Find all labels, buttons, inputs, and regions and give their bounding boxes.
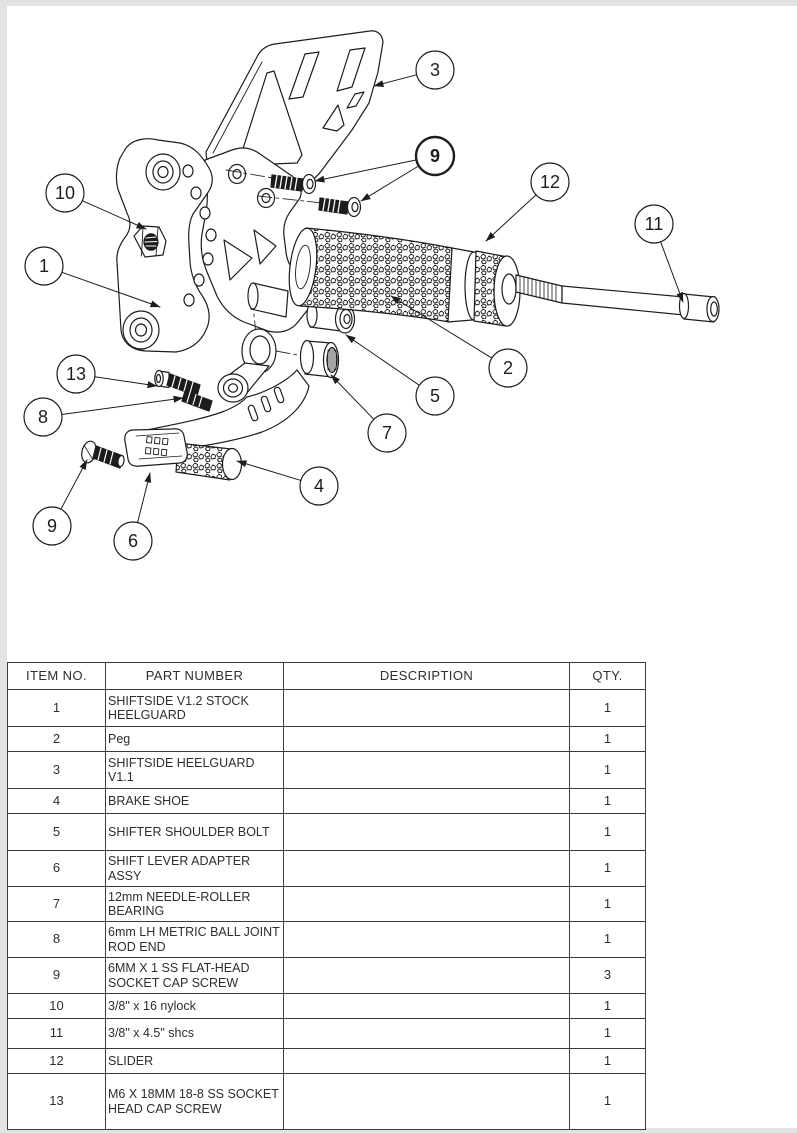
part-needle-bearing [301,341,339,378]
part-flathead-screw-bottom [80,440,125,468]
cell-part-number: 3/8" x 16 nylock [106,994,284,1019]
bom-table [7,662,646,1130]
cell-description [284,922,570,958]
cell-description [284,789,570,814]
cell-qty: 1 [570,887,646,922]
leader-line [237,461,301,480]
cell-qty: 1 [570,1049,646,1074]
leader-line [331,375,374,419]
cell-item-no: 7 [8,887,106,922]
table-row [8,752,646,789]
leader-line [62,398,183,414]
cell-qty: 1 [570,727,646,752]
cell-description [284,1074,570,1130]
cell-description [284,994,570,1019]
cell-qty: 1 [570,690,646,727]
cell-description [284,814,570,851]
bom-header-row [8,663,646,690]
col-header-qty: QTY. [570,663,646,690]
table-row [8,887,646,922]
cell-part-number: 3/8" x 4.5" shcs [106,1019,284,1049]
cell-part-number: SHIFT LEVER ADAPTER ASSY [106,851,284,887]
cell-part-number: SHIFTSIDE V1.2 STOCK HEELGUARD [106,690,284,727]
cell-item-no: 8 [8,922,106,958]
cell-description [284,851,570,887]
balloon-label-9: 9 [429,146,441,166]
cell-qty: 1 [570,752,646,789]
table-row [8,922,646,958]
leader-line [61,460,87,509]
cell-item-no: 4 [8,789,106,814]
leader-line [486,195,536,241]
leader-line [315,160,416,181]
exploded-view-diagram [7,6,797,651]
cell-description [284,887,570,922]
table-row [8,814,646,851]
table-row [8,727,646,752]
cell-qty: 1 [570,922,646,958]
cell-qty: 1 [570,814,646,851]
cell-part-number: BRAKE SHOE [106,789,284,814]
leader-line [95,377,157,386]
cell-item-no: 9 [8,958,106,994]
table-row [8,789,646,814]
balloon-label-11: 11 [644,214,664,234]
balloon-label-4: 4 [313,476,325,496]
cell-part-number: SLIDER [106,1049,284,1074]
cell-item-no: 6 [8,851,106,887]
balloon-label-6: 6 [127,531,139,551]
leader-line [361,166,419,201]
balloon-label-13: 13 [65,364,87,384]
cell-part-number: 12mm NEEDLE-ROLLER BEARING [106,887,284,922]
cell-qty: 1 [570,994,646,1019]
lever-shoe-mount [125,429,187,466]
cell-description [284,727,570,752]
cell-part-number: 6mm LH METRIC BALL JOINT ROD END [106,922,284,958]
cell-qty: 3 [570,958,646,994]
balloon-label-10: 10 [54,183,76,203]
table-row [8,994,646,1019]
table-row [8,958,646,994]
part-socket-head-screw [155,371,200,397]
leader-line [374,75,417,86]
part-flathead-screw-top-2 [319,198,361,217]
cell-part-number: Peg [106,727,284,752]
table-row [8,851,646,887]
cell-description [284,1019,570,1049]
cell-part-number: SHIFTSIDE HEELGUARD V1.1 [106,752,284,789]
balloon-label-8: 8 [37,407,49,427]
table-row [8,690,646,727]
cell-item-no: 5 [8,814,106,851]
balloon-label-9: 9 [46,516,58,536]
balloon-label-5: 5 [429,386,441,406]
part-long-bolt [516,275,719,322]
cell-item-no: 3 [8,752,106,789]
leader-line [346,335,419,385]
leader-line [138,473,150,523]
table-row [8,1074,646,1130]
cell-qty: 1 [570,789,646,814]
drawing-sheet [7,6,797,1128]
balloon-label-2: 2 [502,358,514,378]
cell-qty: 1 [570,1019,646,1049]
cell-description [284,1049,570,1074]
cell-item-no: 1 [8,690,106,727]
cell-part-number: M6 X 18MM 18-8 SS SOCKET HEAD CAP SCREW [106,1074,284,1130]
cell-qty: 1 [570,851,646,887]
col-header-description: DESCRIPTION [284,663,570,690]
balloon-label-3: 3 [429,60,441,80]
part-slider [474,251,520,326]
cell-item-no: 12 [8,1049,106,1074]
balloon-label-7: 7 [381,423,393,443]
table-row [8,1049,646,1074]
cell-item-no: 10 [8,994,106,1019]
cell-description [284,690,570,727]
col-header-item-no: ITEM NO. [8,663,106,690]
cell-item-no: 13 [8,1074,106,1130]
balloon-label-12: 12 [539,172,561,192]
cell-description [284,958,570,994]
cell-item-no: 2 [8,727,106,752]
cell-part-number: 6MM X 1 SS FLAT-HEAD SOCKET CAP SCREW [106,958,284,994]
cell-part-number: SHIFTER SHOULDER BOLT [106,814,284,851]
cell-description [284,752,570,789]
cell-item-no: 11 [8,1019,106,1049]
balloon-label-1: 1 [38,256,50,276]
table-row [8,1019,646,1049]
col-header-part-number: PART NUMBER [106,663,284,690]
cell-qty: 1 [570,1074,646,1130]
leader-line [661,242,683,302]
